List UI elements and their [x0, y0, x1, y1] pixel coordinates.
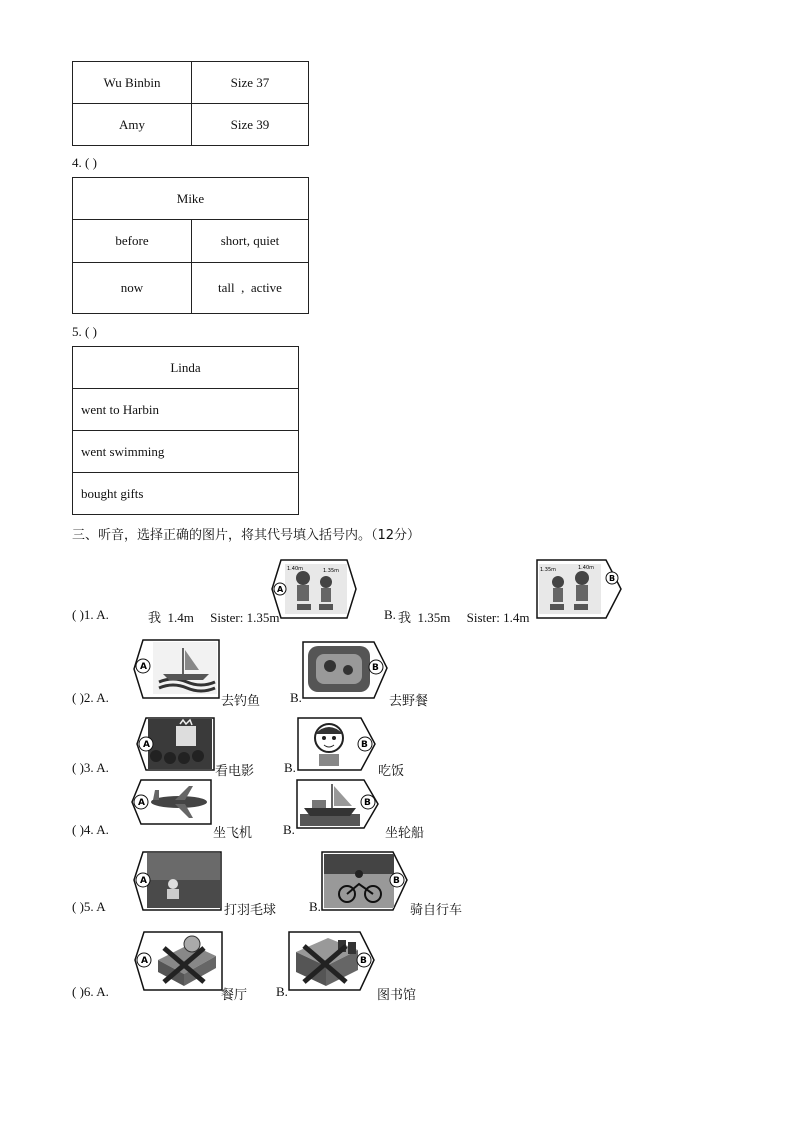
badge-b: B	[372, 663, 379, 673]
item-1-b-prefix: B.	[384, 607, 396, 622]
table-cell: before	[73, 220, 192, 263]
item-5-a-text: 打羽毛球	[224, 903, 277, 918]
badge-a: A	[277, 585, 284, 594]
table-cell: short, quiet	[192, 220, 309, 263]
restaurant-picture	[134, 930, 224, 992]
library-picture	[288, 930, 376, 992]
item-1-prefix: ( )1. A.	[72, 607, 109, 622]
item-2-b-text: 去野餐	[389, 694, 429, 709]
item-3-b-prefix: B.	[284, 760, 296, 775]
item-4-b-text: 坐轮船	[385, 826, 425, 841]
item-2-a-text: 去钓鱼	[221, 694, 261, 709]
badge-a: A	[138, 798, 145, 808]
item-5-b-text: 骑自行车	[410, 903, 463, 918]
badge-b: B	[609, 574, 616, 583]
table-header: Mike	[73, 178, 309, 220]
question-4-label: 4. ( )	[72, 155, 97, 170]
item-4-prefix: ( )4. A.	[72, 822, 109, 837]
item-3-prefix: ( )3. A.	[72, 760, 109, 775]
ship-picture	[296, 778, 380, 830]
badge-a: A	[140, 876, 147, 886]
table-cell: bought gifts	[73, 473, 299, 515]
picnic-picture	[302, 640, 388, 700]
item-5-b-prefix: B.	[309, 899, 321, 914]
item-1-b-text: 我 1.35m Sister: 1.4m	[398, 610, 530, 625]
mike-table	[72, 177, 309, 314]
table-cell: Wu Binbin	[73, 62, 192, 104]
badge-b: B	[361, 740, 368, 750]
table-cell: Size 39	[192, 104, 309, 146]
item-6-a-text: 餐厅	[221, 988, 248, 1003]
airplane-picture	[131, 778, 213, 826]
item-3-b-text: 吃饭	[378, 764, 405, 779]
badge-b: B	[364, 798, 371, 808]
item-6-b-text: 图书馆	[377, 988, 417, 1003]
badge-a: A	[140, 662, 147, 672]
height-label: 1.40m	[287, 566, 304, 572]
badge-a: A	[141, 956, 148, 966]
item-1-a-text: 我 1.4m Sister: 1.35m	[148, 610, 280, 625]
height-label: 1.35m	[540, 567, 557, 573]
height-label: 1.35m	[323, 568, 340, 574]
table-cell: went to Harbin	[73, 389, 299, 431]
item-1-a-picture	[271, 558, 357, 620]
item-4-a-text: 坐飞机	[213, 826, 253, 841]
cycling-picture	[321, 850, 409, 912]
table-cell: now	[73, 263, 192, 314]
fishing-picture	[133, 638, 221, 700]
height-label: 1.40m	[578, 565, 595, 571]
question-5-label: 5. ( )	[72, 324, 97, 339]
item-3-a-text: 看电影	[215, 764, 255, 779]
badge-b: B	[393, 876, 400, 886]
item-2-b-prefix: B.	[290, 690, 302, 705]
table-cell: Amy	[73, 104, 192, 146]
eating-picture	[297, 716, 377, 772]
movie-picture	[136, 716, 216, 772]
badge-b: B	[360, 956, 367, 966]
section-3-heading: 三、听音，选择正确的图片，将其代号填入括号内。（12分）	[72, 528, 421, 543]
table-header: Linda	[73, 347, 299, 389]
badge-a: A	[143, 740, 150, 750]
badminton-picture	[133, 850, 223, 912]
table-cell: Size 37	[192, 62, 309, 104]
item-6-prefix: ( )6. A.	[72, 984, 109, 999]
table-cell: went swimming	[73, 431, 299, 473]
item-4-b-prefix: B.	[283, 822, 295, 837]
item-1-b-picture	[536, 558, 622, 620]
shoe-size-table	[72, 61, 309, 146]
item-2-prefix: ( )2. A.	[72, 690, 109, 705]
item-6-b-prefix: B.	[276, 984, 288, 999]
table-cell: tall , active	[192, 263, 309, 314]
item-5-prefix: ( )5. A	[72, 899, 106, 914]
linda-table	[72, 346, 299, 515]
